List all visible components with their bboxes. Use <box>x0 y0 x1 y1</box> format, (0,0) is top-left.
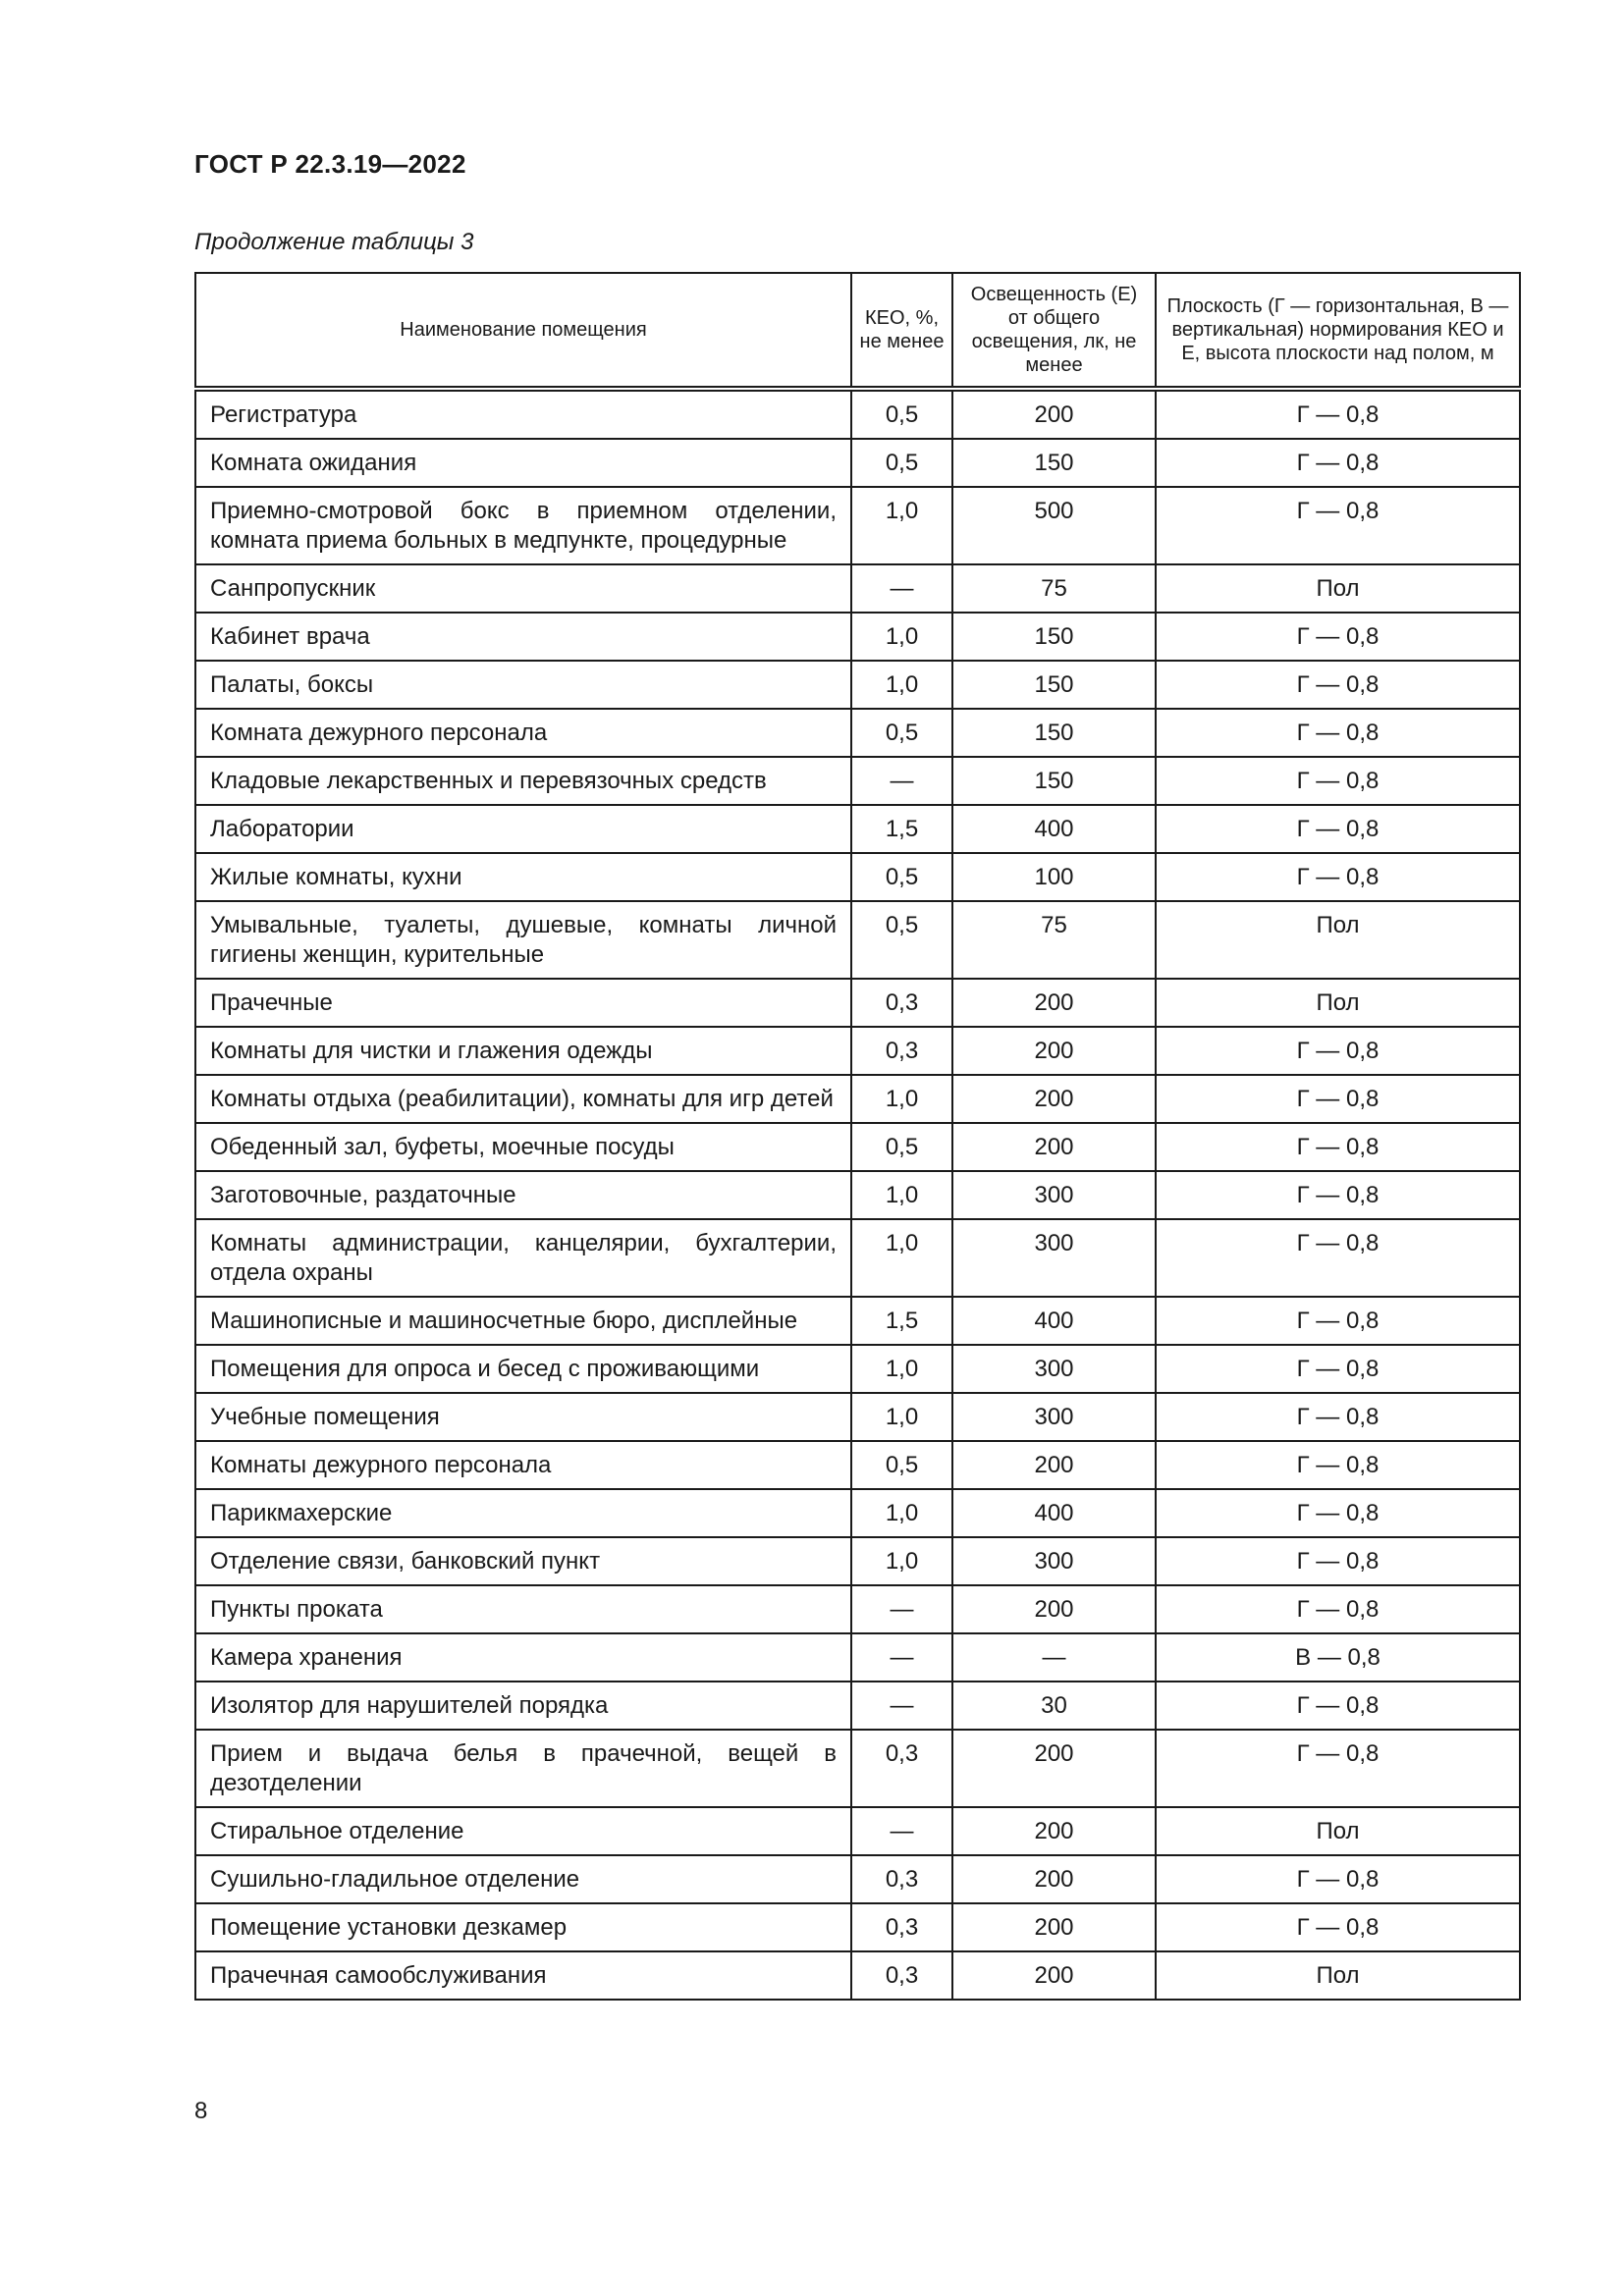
illuminance-cell: 150 <box>952 613 1156 661</box>
illuminance-cell: 400 <box>952 1489 1156 1537</box>
room-name-cell: Комнаты отдыха (реабилитации), комнаты для игр детей <box>195 1075 851 1123</box>
illuminance-cell: 200 <box>952 1855 1156 1903</box>
keo-cell: — <box>851 1682 952 1730</box>
room-name-cell: Камера хранения <box>195 1633 851 1682</box>
room-name-cell: Умывальные, туалеты, душевые, комнаты личной гигиены женщин, курительные <box>195 901 851 979</box>
table-row <box>195 1633 1520 1682</box>
keo-cell: — <box>851 564 952 613</box>
illuminance-cell: 300 <box>952 1171 1156 1219</box>
plane-cell: Г — 0,8 <box>1156 1393 1520 1441</box>
table-row <box>195 564 1520 613</box>
illuminance-cell: 200 <box>952 979 1156 1027</box>
table-row <box>195 1393 1520 1441</box>
keo-cell: 0,5 <box>851 853 952 901</box>
illuminance-cell: 200 <box>952 1123 1156 1171</box>
table-row <box>195 1682 1520 1730</box>
illuminance-cell: 200 <box>952 1075 1156 1123</box>
plane-cell: Г — 0,8 <box>1156 1441 1520 1489</box>
plane-cell: Г — 0,8 <box>1156 389 1520 439</box>
keo-cell: 0,5 <box>851 389 952 439</box>
column-header-keo: КЕО, %, не менее <box>851 273 952 389</box>
keo-cell: 1,0 <box>851 661 952 709</box>
page-number: 8 <box>194 2098 208 2124</box>
table-row <box>195 901 1520 979</box>
plane-cell: Г — 0,8 <box>1156 1537 1520 1585</box>
table-row <box>195 1855 1520 1903</box>
room-name-cell: Палаты, боксы <box>195 661 851 709</box>
plane-cell: Г — 0,8 <box>1156 1345 1520 1393</box>
room-name-cell: Учебные помещения <box>195 1393 851 1441</box>
plane-cell: Г — 0,8 <box>1156 1027 1520 1075</box>
table-row <box>195 805 1520 853</box>
illuminance-cell: 200 <box>952 389 1156 439</box>
plane-cell: Г — 0,8 <box>1156 1219 1520 1297</box>
room-name-cell: Жилые комнаты, кухни <box>195 853 851 901</box>
room-name-cell: Комнаты для чистки и глажения одежды <box>195 1027 851 1075</box>
room-name-cell: Машинописные и машиносчетные бюро, дисплейные <box>195 1297 851 1345</box>
column-header-room: Наименование помещения <box>195 273 851 389</box>
room-name-cell: Сушильно-гладильное отделение <box>195 1855 851 1903</box>
keo-cell: 1,5 <box>851 805 952 853</box>
plane-cell: Пол <box>1156 1807 1520 1855</box>
table-body <box>195 389 1520 2000</box>
plane-cell: Г — 0,8 <box>1156 1297 1520 1345</box>
table-caption: Продолжение таблицы 3 <box>194 229 474 255</box>
illuminance-cell: 200 <box>952 1027 1156 1075</box>
keo-cell: 0,5 <box>851 709 952 757</box>
keo-cell: 1,0 <box>851 1171 952 1219</box>
table-row <box>195 389 1520 439</box>
illuminance-cell: 300 <box>952 1393 1156 1441</box>
illuminance-cell: 300 <box>952 1219 1156 1297</box>
room-name-cell: Комнаты администрации, канцелярии, бухгалтерии, отдела охраны <box>195 1219 851 1297</box>
table-row <box>195 979 1520 1027</box>
room-name-cell: Кабинет врача <box>195 613 851 661</box>
plane-cell: Г — 0,8 <box>1156 757 1520 805</box>
plane-cell: Г — 0,8 <box>1156 487 1520 564</box>
plane-cell: Г — 0,8 <box>1156 1682 1520 1730</box>
keo-cell: — <box>851 1807 952 1855</box>
illuminance-cell: 150 <box>952 709 1156 757</box>
table-row <box>195 1219 1520 1297</box>
keo-cell: 1,0 <box>851 1219 952 1297</box>
room-name-cell: Комната дежурного персонала <box>195 709 851 757</box>
room-name-cell: Прачечная самообслуживания <box>195 1951 851 2000</box>
room-name-cell: Помещения для опроса и бесед с проживающими <box>195 1345 851 1393</box>
document-header: ГОСТ Р 22.3.19—2022 <box>194 149 466 179</box>
room-name-cell: Прачечные <box>195 979 851 1027</box>
illuminance-cell: 100 <box>952 853 1156 901</box>
table-row <box>195 1537 1520 1585</box>
keo-cell: — <box>851 757 952 805</box>
plane-cell: Г — 0,8 <box>1156 1730 1520 1807</box>
illuminance-cell: 400 <box>952 805 1156 853</box>
keo-cell: 0,5 <box>851 1123 952 1171</box>
illuminance-cell: 300 <box>952 1537 1156 1585</box>
table-row <box>195 661 1520 709</box>
keo-cell: 1,0 <box>851 1075 952 1123</box>
plane-cell: Г — 0,8 <box>1156 1075 1520 1123</box>
plane-cell: Г — 0,8 <box>1156 439 1520 487</box>
keo-cell: — <box>851 1633 952 1682</box>
table-row <box>195 1489 1520 1537</box>
room-name-cell: Прием и выдача белья в прачечной, вещей в дезотделении <box>195 1730 851 1807</box>
keo-cell: 0,3 <box>851 1855 952 1903</box>
table-row <box>195 1951 1520 2000</box>
room-name-cell: Заготовочные, раздаточные <box>195 1171 851 1219</box>
illuminance-cell: 200 <box>952 1951 1156 2000</box>
illuminance-cell: 300 <box>952 1345 1156 1393</box>
room-name-cell: Комната ожидания <box>195 439 851 487</box>
table-row <box>195 1297 1520 1345</box>
table-row <box>195 1171 1520 1219</box>
plane-cell: Пол <box>1156 979 1520 1027</box>
room-name-cell: Лаборатории <box>195 805 851 853</box>
keo-cell: 1,0 <box>851 1537 952 1585</box>
keo-cell: 0,5 <box>851 1441 952 1489</box>
room-name-cell: Кладовые лекарственных и перевязочных средств <box>195 757 851 805</box>
illuminance-cell: 200 <box>952 1807 1156 1855</box>
keo-cell: 0,5 <box>851 439 952 487</box>
keo-cell: 1,0 <box>851 1393 952 1441</box>
illuminance-cell: 150 <box>952 757 1156 805</box>
table-row <box>195 1441 1520 1489</box>
table-row <box>195 853 1520 901</box>
keo-cell: 0,3 <box>851 1027 952 1075</box>
keo-cell: 1,0 <box>851 1345 952 1393</box>
table-row <box>195 1807 1520 1855</box>
room-name-cell: Обеденный зал, буфеты, моечные посуды <box>195 1123 851 1171</box>
table-row <box>195 1345 1520 1393</box>
keo-cell: 0,3 <box>851 979 952 1027</box>
keo-cell: 0,3 <box>851 1951 952 2000</box>
room-name-cell: Комнаты дежурного персонала <box>195 1441 851 1489</box>
table-row <box>195 613 1520 661</box>
plane-cell: Г — 0,8 <box>1156 1903 1520 1951</box>
room-name-cell: Помещение установки дезкамер <box>195 1903 851 1951</box>
room-name-cell: Отделение связи, банковский пункт <box>195 1537 851 1585</box>
table-row <box>195 757 1520 805</box>
table-row <box>195 1123 1520 1171</box>
table-row <box>195 1585 1520 1633</box>
keo-cell: 0,3 <box>851 1903 952 1951</box>
plane-cell: Пол <box>1156 1951 1520 2000</box>
illuminance-cell: 150 <box>952 661 1156 709</box>
illuminance-cell: 30 <box>952 1682 1156 1730</box>
table-row <box>195 1075 1520 1123</box>
keo-cell: 1,5 <box>851 1297 952 1345</box>
plane-cell: Г — 0,8 <box>1156 709 1520 757</box>
room-name-cell: Стиральное отделение <box>195 1807 851 1855</box>
column-header-illuminance: Освещенность (Е) от общего освещения, лк, не менее <box>952 273 1156 389</box>
room-name-cell: Парикмахерские <box>195 1489 851 1537</box>
room-name-cell: Пункты проката <box>195 1585 851 1633</box>
table-row <box>195 1730 1520 1807</box>
keo-cell: 1,0 <box>851 1489 952 1537</box>
keo-cell: 1,0 <box>851 613 952 661</box>
illuminance-cell: 400 <box>952 1297 1156 1345</box>
room-name-cell: Санпропускник <box>195 564 851 613</box>
column-header-plane: Плоскость (Г — горизонтальная, В — вертикальная) нормирования КЕО и Е, высота плоскости над полом, м <box>1156 273 1520 389</box>
table-row <box>195 1027 1520 1075</box>
plane-cell: Г — 0,8 <box>1156 805 1520 853</box>
plane-cell: Г — 0,8 <box>1156 853 1520 901</box>
plane-cell: Г — 0,8 <box>1156 1489 1520 1537</box>
illuminance-cell: 200 <box>952 1903 1156 1951</box>
lighting-norms-table <box>194 272 1521 2001</box>
plane-cell: Пол <box>1156 901 1520 979</box>
illuminance-cell: 75 <box>952 564 1156 613</box>
illuminance-cell: 200 <box>952 1441 1156 1489</box>
illuminance-cell: 200 <box>952 1585 1156 1633</box>
plane-cell: Г — 0,8 <box>1156 661 1520 709</box>
illuminance-cell: 75 <box>952 901 1156 979</box>
plane-cell: Г — 0,8 <box>1156 1123 1520 1171</box>
plane-cell: Пол <box>1156 564 1520 613</box>
table-row <box>195 487 1520 564</box>
room-name-cell: Приемно-смотровой бокс в приемном отделении, комната приема больных в медпункте, процедурные <box>195 487 851 564</box>
keo-cell: 1,0 <box>851 487 952 564</box>
table-row <box>195 1903 1520 1951</box>
table-row <box>195 439 1520 487</box>
keo-cell: 0,5 <box>851 901 952 979</box>
table-header-row <box>195 273 1520 389</box>
table-row <box>195 709 1520 757</box>
illuminance-cell: 500 <box>952 487 1156 564</box>
keo-cell: — <box>851 1585 952 1633</box>
plane-cell: Г — 0,8 <box>1156 1855 1520 1903</box>
illuminance-cell: — <box>952 1633 1156 1682</box>
plane-cell: Г — 0,8 <box>1156 1171 1520 1219</box>
plane-cell: Г — 0,8 <box>1156 1585 1520 1633</box>
plane-cell: В — 0,8 <box>1156 1633 1520 1682</box>
keo-cell: 0,3 <box>851 1730 952 1807</box>
room-name-cell: Регистратура <box>195 389 851 439</box>
illuminance-cell: 200 <box>952 1730 1156 1807</box>
illuminance-cell: 150 <box>952 439 1156 487</box>
room-name-cell: Изолятор для нарушителей порядка <box>195 1682 851 1730</box>
plane-cell: Г — 0,8 <box>1156 613 1520 661</box>
